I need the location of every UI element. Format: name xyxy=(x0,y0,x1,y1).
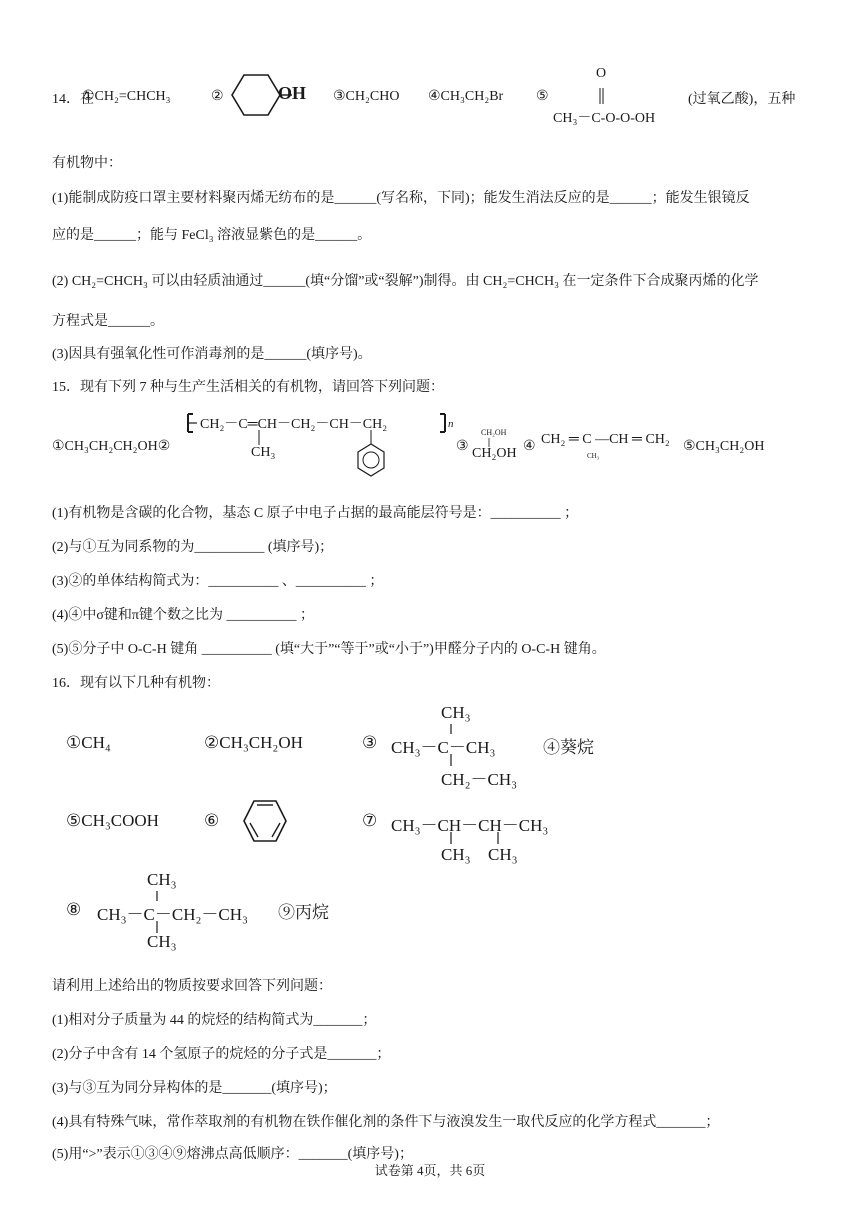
q15-compound-5: ⑤CH₃CH₂OH xyxy=(683,439,765,454)
glycol-top: CH₂OH xyxy=(481,428,507,437)
q14-part3: (3)因具有强氧化性可作消毒剂的是______(填序号)。 xyxy=(52,347,372,362)
q16-c3-top: CH₃ xyxy=(441,703,471,722)
q16-c7-branch-1: CH₃ xyxy=(441,845,471,864)
peracetic-acid-oxygen: O xyxy=(596,66,607,81)
q16-c7-branch-2: CH₃ xyxy=(488,845,518,864)
q14-compound-4: ④CH₃CH₂Br xyxy=(428,89,504,104)
q16-c3-bottom: CH₂－CH₃ xyxy=(441,770,518,789)
q16-compound-3-label: ③ xyxy=(362,733,378,752)
q16-compound-2: ②CH₃CH₂OH xyxy=(204,733,303,752)
q16-part4: (4)具有特殊气味，常作萃取剂的有机物在铁作催化剂的条件下与液溴发生一取代反应的化学方程式_______； xyxy=(52,1115,720,1130)
q15-part3: (3)②的单体结构简式为：__________ 、__________ ； xyxy=(52,574,384,589)
q14-part1-line2: 应的是______；能与 FeCl₃ 溶液显紫色的是______。 xyxy=(52,228,372,243)
q14-compound-2-label: ② xyxy=(211,89,224,104)
q14-compound-3: ③CH₂CHO xyxy=(333,89,400,104)
q16-part1: (1)相对分子质量为 44 的烷烃的结构简式为_______； xyxy=(52,1013,377,1028)
q15-part2: (2)与①互为同系物的为__________ (填序号)； xyxy=(52,540,334,555)
polymer-methyl: CH₃ xyxy=(251,445,276,460)
q14-compound-5-label: ⑤ xyxy=(536,89,549,104)
q16-compound-7-label: ⑦ xyxy=(362,811,378,830)
polymer-n: n xyxy=(448,418,454,430)
q16-part2: (2)分子中含有 14 个氢原子的烷烃的分子式是_______； xyxy=(52,1047,391,1062)
q16-c8-bottom: CH₃ xyxy=(147,932,177,951)
q15-compound-4-label: ④ xyxy=(523,439,536,454)
q16-c8-mid: CH₃－C－CH₂－CH₃ xyxy=(97,905,248,924)
q16-compound-9: ⑨丙烷 xyxy=(278,903,329,922)
peracetic-acid-formula: CH₃－C-O-O-OH xyxy=(553,111,656,126)
q14-compound-1: ①CH₂=CHCH₃ xyxy=(82,89,171,104)
polymer-chain: CH₂－C═CH－CH₂－CH－CH₂ xyxy=(200,417,388,432)
q16-compound-5: ⑤CH₃COOH xyxy=(66,811,159,830)
q15-compound-1: ①CH₃CH₂CH₂OH② xyxy=(52,439,171,454)
q15-part5: (5)⑤分子中 O-C-H 键角 __________ (填“大于”“等于”或“小于”)甲醛分子内的 O-C-H 键角。 xyxy=(52,642,606,657)
q16-c7-mid: CH₃－CH－CH－CH₃ xyxy=(391,816,549,835)
double-bond-icon xyxy=(597,86,607,106)
benzene-ring-icon xyxy=(240,795,290,847)
isoprene-methyl: CH₃ xyxy=(587,452,600,460)
q15-intro: 15．现有下列 7 种与生产生活相关的有机物，请回答下列问题： xyxy=(52,380,444,395)
q16-c3-mid: CH₃－C－CH₃ xyxy=(391,738,496,757)
q16-compound-4: ④葵烷 xyxy=(543,738,594,757)
page-footer: 试卷第 4页，共 6页 xyxy=(374,1163,486,1178)
q14-part2-line2: 方程式是______。 xyxy=(52,314,164,329)
q14-number: 14．在 xyxy=(52,92,94,107)
q16-compound-8-label: ⑧ xyxy=(66,900,82,919)
q14-part2-line1: (2) CH₂=CHCH₃ 可以由轻质油通过______(填“分馏”或“裂解”)制得。由 CH₂=CHCH₃ 在一定条件下合成聚丙烯的化学 xyxy=(52,274,759,289)
q15-part4: (4)④中σ键和π键个数之比为 __________ ； xyxy=(52,608,314,623)
q16-ask: 请利用上述给出的物质按要求回答下列问题： xyxy=(52,979,332,994)
q15-part1: (1)有机物是含碳的化合物，基态 C 原子中电子占据的最高能层符号是：__________ ； xyxy=(52,506,579,521)
q14-compound-5-note: (过氧乙酸)，五种 xyxy=(688,92,796,107)
q16-part5: (5)用“>”表示①③④⑨熔沸点高低顺序：_______(填序号)； xyxy=(52,1147,413,1162)
q16-c8-top: CH₃ xyxy=(147,870,177,889)
q14-part1-line1: (1)能制成防疫口罩主要材料聚丙烯无纺布的是______(写名称，下同)；能发生消法反应的是______；能发生银镜反 xyxy=(52,191,750,206)
q16-compound-6-label: ⑥ xyxy=(204,811,220,830)
isoprene-formula: CH₂ ═ C —CH ═ CH₂ xyxy=(541,432,670,447)
q14-line2: 有机物中： xyxy=(52,156,122,171)
q15-compound-3-label: ③ xyxy=(456,439,469,454)
q16-compound-1: ①CH₄ xyxy=(66,733,111,752)
q16-intro: 16．现有以下几种有机物： xyxy=(52,676,220,691)
glycol-bottom: CH₂OH xyxy=(472,446,517,461)
q16-part3: (3)与③互为同分异构体的是_______(填序号)； xyxy=(52,1081,337,1096)
phenol-oh-label: OH xyxy=(278,83,307,103)
